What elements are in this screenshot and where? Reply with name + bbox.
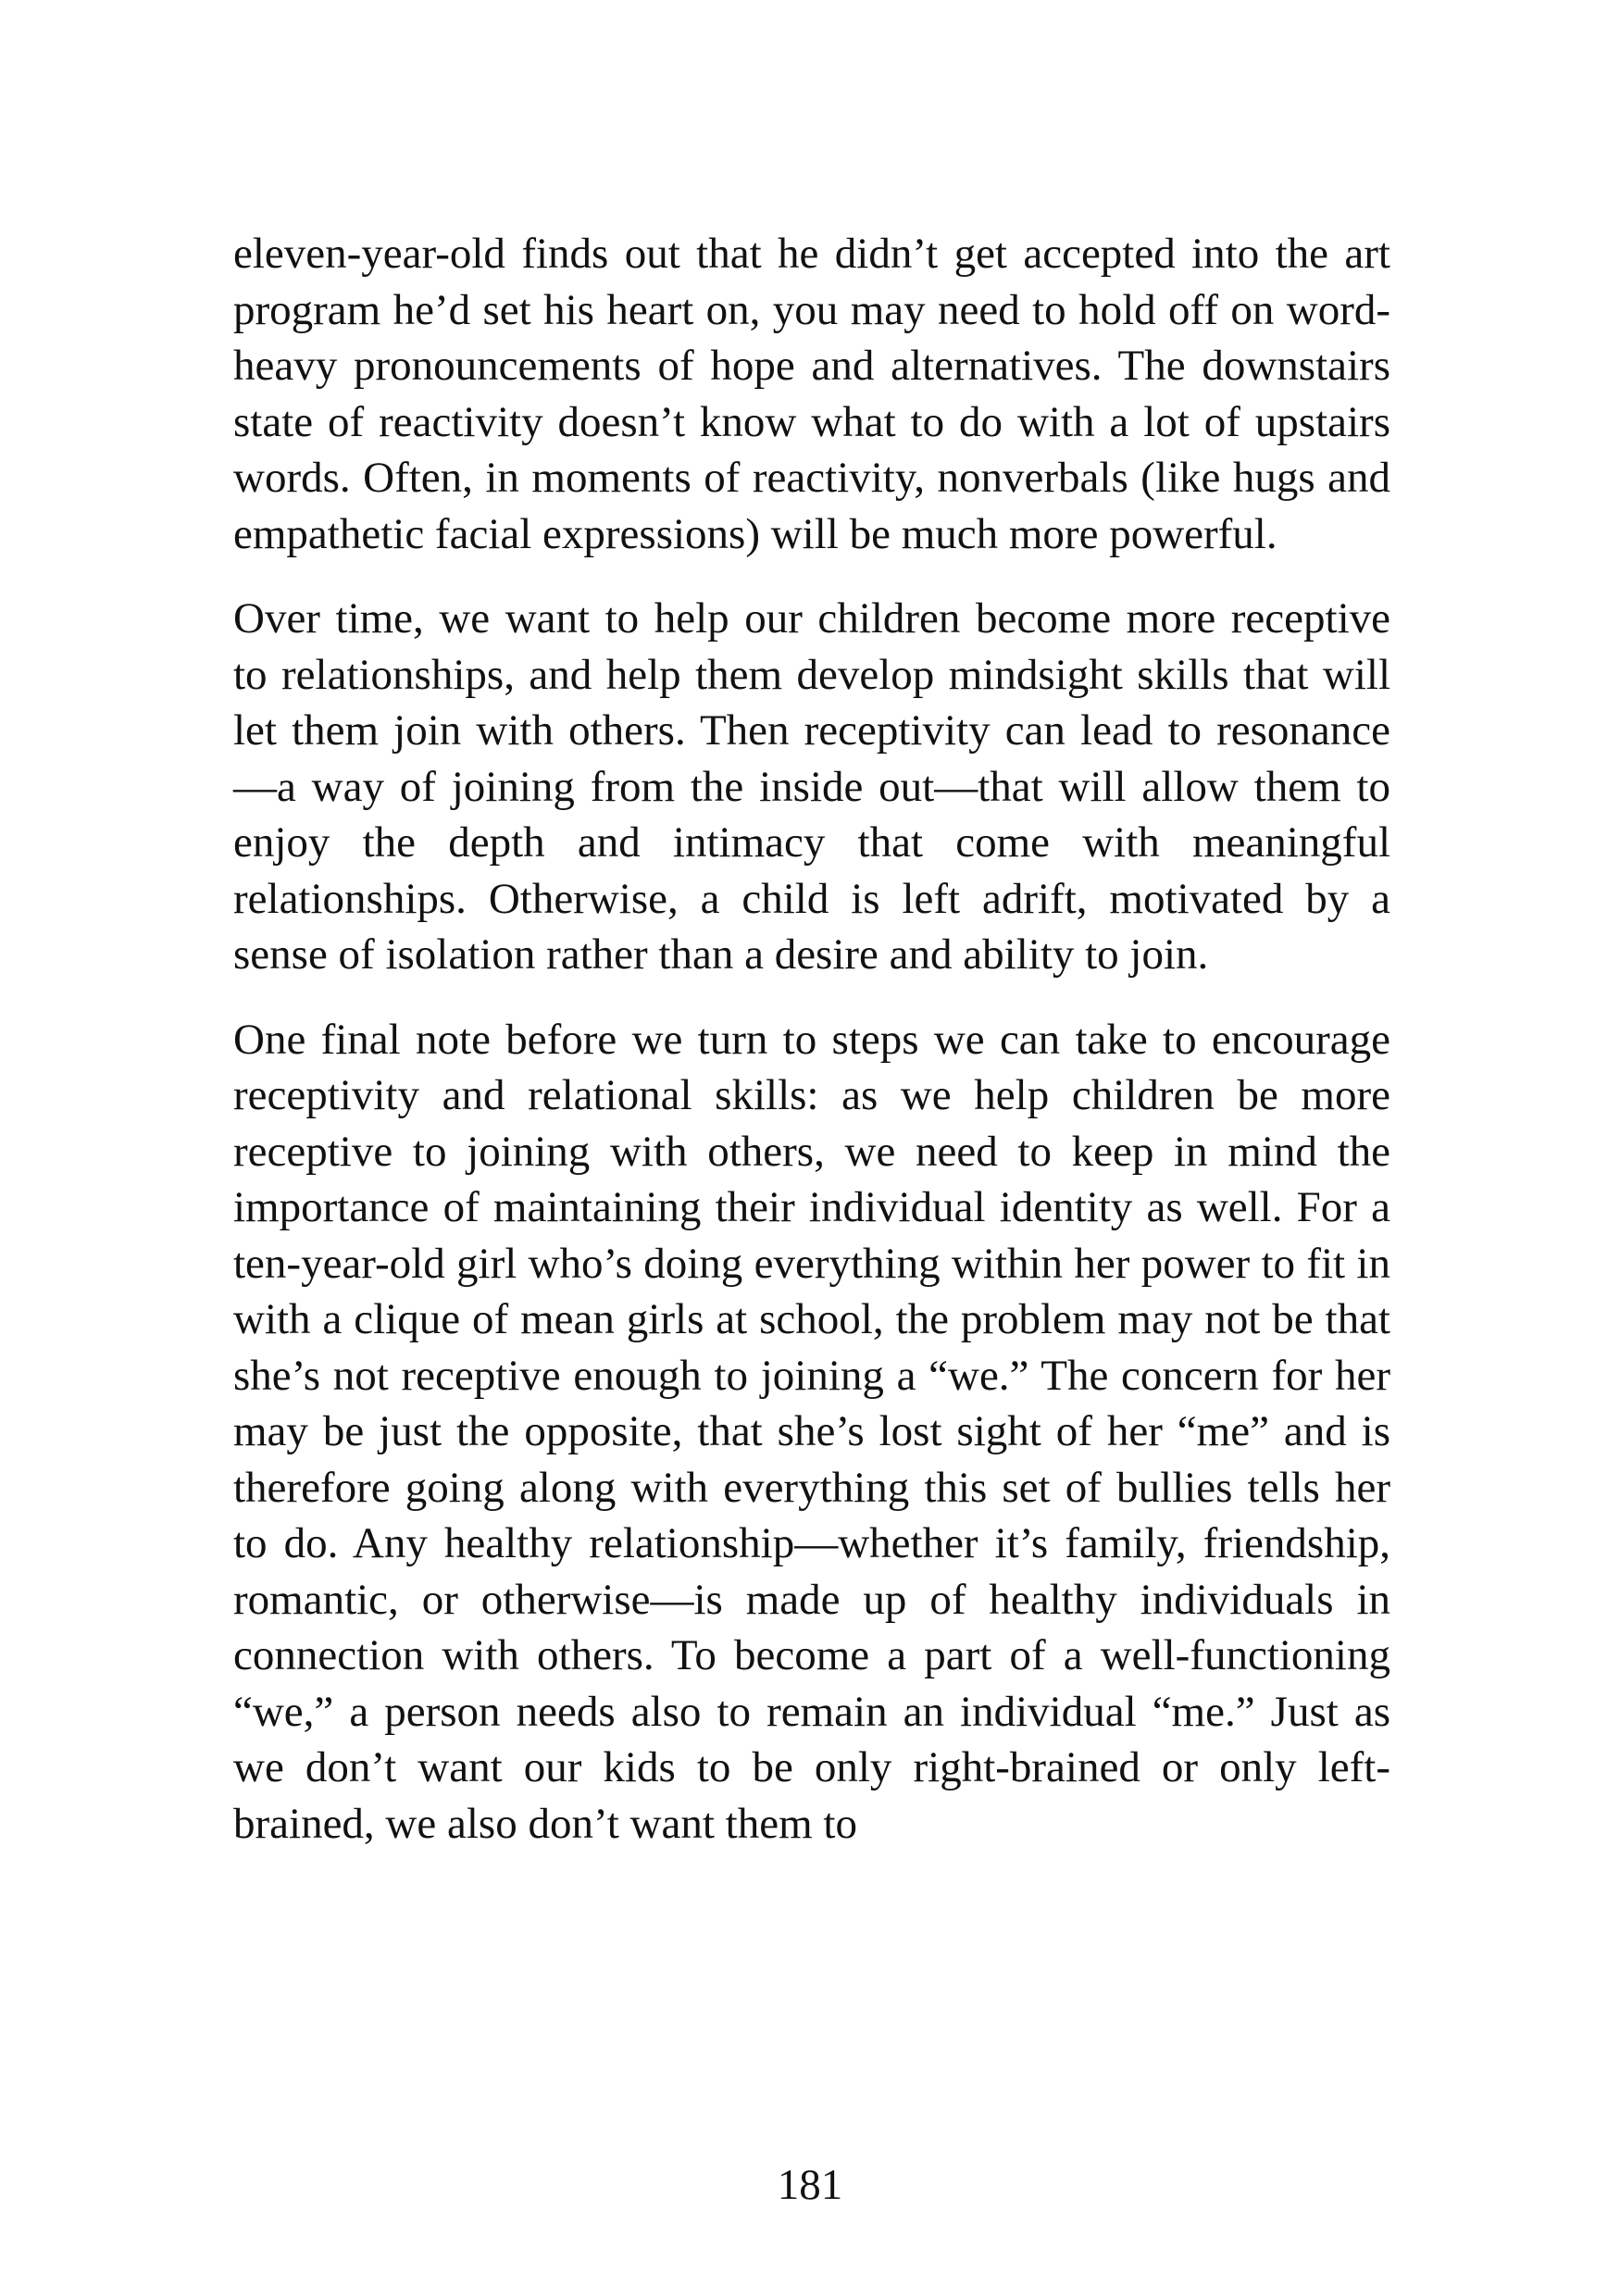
body-text — [233, 226, 1390, 1880]
paragraph-2: Over time, we want to help our children become more receptive to relationships, and help them develop mindsight skills that will let them join with others. Then receptivity can lead to resonance—a way of joining from the inside out—that will allow them to enjoy the depth and intimacy that come with meaningful relationships. Otherwise, a child is left adrift, motivated by a sense of isolation rather than a desire and ability to join. — [233, 594, 1390, 979]
paragraph-1: eleven-year-old finds out that he didn’t get accepted into the art program he’d set his heart on, you may need to hold off on word-heavy pronouncements of hope and alternatives. The downstairs state of reactivity doesn’t know what to do with a lot of upstairs words. Often, in moments of reactivity, nonverbals (like hugs and empathetic facial expressions) will be much more powerful. — [233, 230, 1390, 558]
page-number: 181 — [777, 2161, 843, 2209]
paragraph-3: One final note before we turn to steps we can take to encourage receptivity and relational skills: as we help children be more receptive to joining with others, we need to keep in mind the importance of maintaining their individual identity as well. For a ten-year-old girl who’s doing everything within her power to fit in with a clique of mean girls at school, the problem may not be that she’s not receptive enough to joining a “we.” The concern for her may be just the opposite, that she’s lost sight of her “me” and is therefore going along with everything this set of bullies tells her to do. Any healthy relationship—whether it’s family, friendship, romantic, or otherwise—is made up of healthy individuals in connection with others. To become a part of a well-functioning “we,” a person needs also to remain an individual “me.” Just as we don’t want our kids to be only right-brained or only left-brained, we also don’t want them to — [233, 1015, 1390, 1848]
